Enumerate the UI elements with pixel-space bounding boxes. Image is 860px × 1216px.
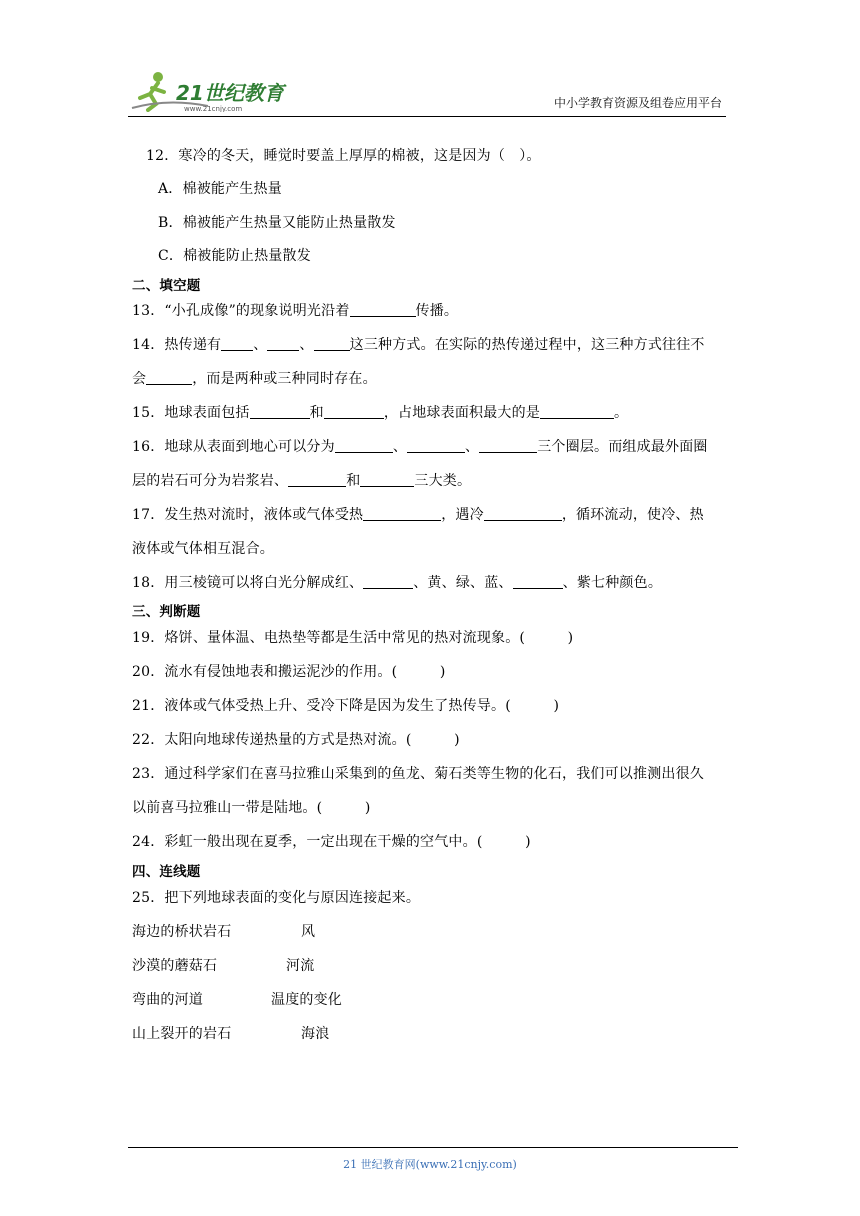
q14-text-f: ，而是两种或三种同时存在。 xyxy=(192,371,377,387)
q12-option-b: B．棉被能产生热量又能防止热量散发 xyxy=(158,215,396,231)
q18-text-c: 、紫七种颜色。 xyxy=(562,575,663,591)
platform-name: 中小学教育资源及组卷应用平台 xyxy=(553,96,722,110)
match-right-1[interactable]: 风 xyxy=(301,924,316,940)
page-header xyxy=(128,64,728,116)
q13-text-a: 13．“小孔成像”的现象说明光沿着 xyxy=(132,303,350,319)
q14-text-a: 14．热传递有 xyxy=(132,337,222,353)
logo-runner-head-icon xyxy=(153,72,163,82)
q16-blank-1[interactable] xyxy=(335,438,393,453)
question-17-line1 xyxy=(132,504,704,524)
q16-text-a: 16．地球从表面到地心可以分为 xyxy=(132,439,335,455)
question-17-line2: 液体或气体相互混合。 xyxy=(132,541,274,557)
q14-text-c: 、 xyxy=(299,337,314,353)
q15-blank-3[interactable] xyxy=(540,404,614,419)
section-fill-in: 二、填空题 xyxy=(132,278,201,294)
section-matching: 四、连线题 xyxy=(132,864,201,880)
footer-divider xyxy=(128,1147,738,1148)
q14-blank-4[interactable] xyxy=(146,370,192,385)
question-22: 22．太阳向地球传递热量的方式是热对流。( ) xyxy=(132,732,460,748)
q14-blank-2[interactable] xyxy=(267,336,299,351)
question-19: 19．烙饼、量体温、电热垫等都是生活中常见的热对流现象。( ) xyxy=(132,630,574,646)
question-23-line2: 以前喜马拉雅山一带是陆地。( ) xyxy=(132,800,371,816)
footer-link[interactable]: 21 世纪教育网(www.21cnjy.com) xyxy=(343,1158,517,1171)
q13-text-b: 传播。 xyxy=(415,303,459,319)
q13-blank[interactable] xyxy=(350,302,416,317)
q12-option-c: C．棉被能防止热量散发 xyxy=(158,248,311,264)
q17-blank-1[interactable] xyxy=(363,506,441,521)
question-21: 21．液体或气体受热上升、受冷下降是因为发生了热传导。( ) xyxy=(132,698,560,714)
q14-text-b: 、 xyxy=(253,337,268,353)
question-13 xyxy=(132,300,458,320)
q15-text-a: 15．地球表面包括 xyxy=(132,405,250,421)
q17-blank-2[interactable] xyxy=(484,506,562,521)
question-25: 25．把下列地球表面的变化与原因连接起来。 xyxy=(132,890,421,906)
logo-url: www.21cnjy.com xyxy=(184,105,243,112)
match-left-2[interactable]: 沙漠的蘑菇石 xyxy=(132,958,218,974)
q14-text-d: 这三种方式。在实际的热传递过程中，这三种方式往往不 xyxy=(349,337,705,353)
q16-blank-5[interactable] xyxy=(360,472,414,487)
question-18 xyxy=(132,572,662,592)
logo-text: 21世纪教育 xyxy=(176,81,284,105)
q12-option-a: A．棉被能产生热量 xyxy=(158,181,282,197)
q16-text-f: 和 xyxy=(346,473,361,489)
q14-blank-3[interactable] xyxy=(314,336,350,351)
logo xyxy=(128,68,298,112)
q15-text-b: 和 xyxy=(309,405,324,421)
q16-text-b: 、 xyxy=(392,439,408,455)
q16-blank-4[interactable] xyxy=(288,472,346,487)
question-15 xyxy=(132,402,628,422)
q15-blank-2[interactable] xyxy=(324,404,384,419)
match-left-1[interactable]: 海边的桥状岩石 xyxy=(132,924,232,940)
q18-text-a: 18．用三棱镜可以将白光分解成红、 xyxy=(132,575,364,591)
q17-text-a: 17．发生热对流时，液体或气体受热 xyxy=(132,507,364,523)
q15-text-c: ，占地球表面积最大的是 xyxy=(383,405,541,421)
question-16-line2 xyxy=(132,470,471,490)
q18-blank-1[interactable] xyxy=(363,574,413,589)
question-20: 20．流水有侵蚀地表和搬运泥沙的作用。( ) xyxy=(132,664,446,680)
question-23-line1: 23．通过科学家们在喜马拉雅山采集到的鱼龙、菊石类等生物的化石，我们可以推测出很久 xyxy=(132,766,705,782)
match-right-3[interactable]: 温度的变化 xyxy=(271,992,342,1008)
section-true-false: 三、判断题 xyxy=(132,604,201,620)
question-14-line2 xyxy=(132,368,377,388)
match-right-2[interactable]: 河流 xyxy=(286,958,315,974)
question-24: 24．彩虹一般出现在夏季，一定出现在干燥的空气中。( ) xyxy=(132,834,531,850)
match-left-3[interactable]: 弯曲的河道 xyxy=(132,992,203,1008)
q18-text-b: 、黄、绿、蓝、 xyxy=(413,575,513,591)
question-16-line1 xyxy=(132,436,708,456)
q14-blank-1[interactable] xyxy=(221,336,253,351)
q18-blank-2[interactable] xyxy=(513,574,563,589)
q17-text-b: ，遇冷 xyxy=(441,507,484,523)
header-divider xyxy=(128,116,726,117)
q15-blank-1[interactable] xyxy=(250,404,310,419)
q16-text-d: 三个圈层。而组成最外面圈 xyxy=(537,439,708,455)
q16-blank-2[interactable] xyxy=(407,438,465,453)
question-12: 12．寒冷的冬天，睡觉时要盖上厚厚的棉被，这是因为（ ）。 xyxy=(146,148,541,164)
q16-text-g: 三大类。 xyxy=(414,473,472,489)
match-right-4[interactable]: 海浪 xyxy=(301,1026,330,1042)
match-left-4[interactable]: 山上裂开的岩石 xyxy=(132,1026,232,1042)
q17-text-c: ，循环流动，使冷、热 xyxy=(561,507,704,523)
q16-text-c: 、 xyxy=(465,439,480,455)
q14-text-e: 会 xyxy=(132,371,147,387)
q16-blank-3[interactable] xyxy=(479,438,537,453)
question-14-line1 xyxy=(132,334,705,354)
q15-text-d: 。 xyxy=(614,405,629,421)
q16-text-e: 层的岩石可分为岩浆岩、 xyxy=(132,473,289,489)
